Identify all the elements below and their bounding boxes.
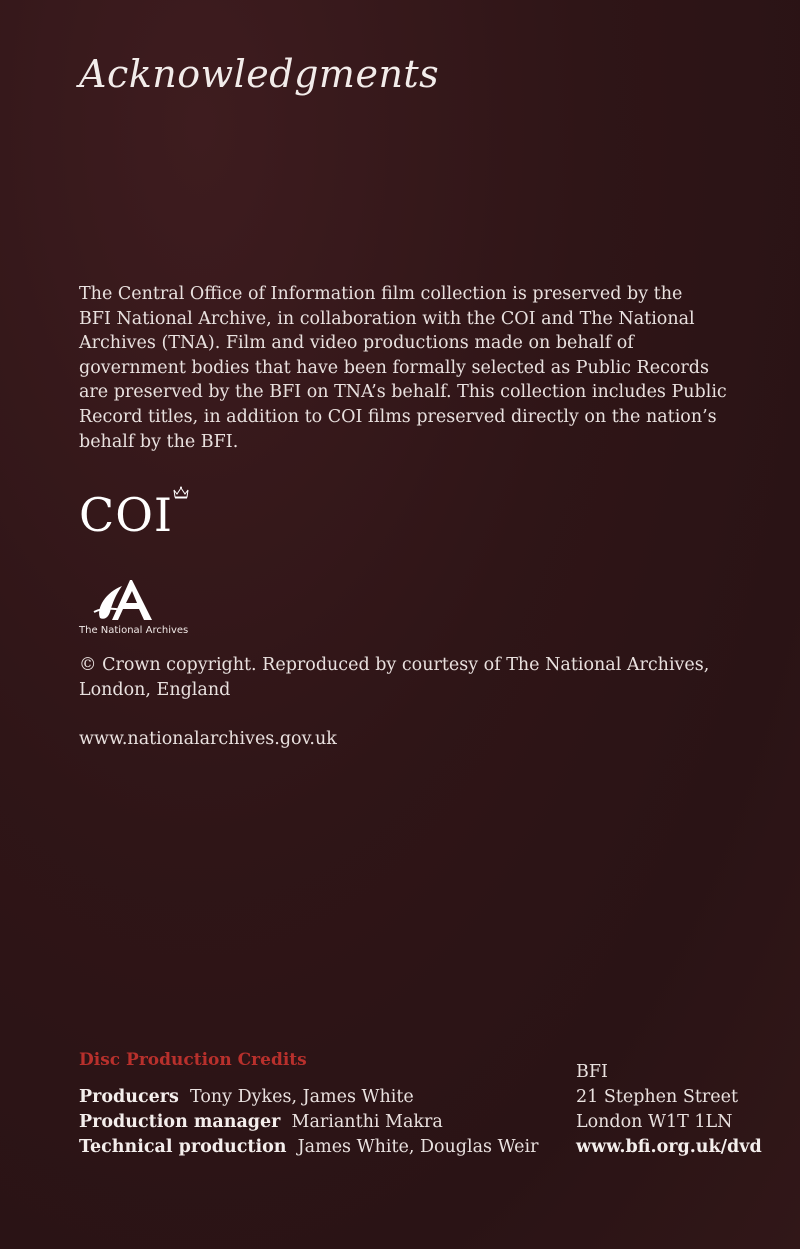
crown-icon	[173, 486, 189, 499]
intro-line: Record titles, in addition to COI films preserved directly on the nation’s	[79, 406, 717, 427]
intro-line: government bodies that have been formally selected as Public Records	[79, 357, 709, 378]
copyright-line: London, England	[79, 680, 231, 700]
tna-a-logo-icon	[92, 578, 162, 622]
national-archives-link[interactable]: www.nationalarchives.gov.uk	[79, 729, 337, 749]
address-street: 21 Stephen Street	[576, 1087, 739, 1107]
intro-line: are preserved by the BFI on TNA’s behalf. This collection includes Public	[79, 382, 727, 403]
address-org: BFI	[576, 1062, 608, 1082]
tna-name: The National Archives	[79, 625, 189, 636]
intro-line: behalf by the BFI.	[79, 431, 239, 452]
coi-logo: COI	[79, 488, 174, 542]
credit-row	[79, 1137, 538, 1157]
intro-paragraph	[79, 282, 759, 454]
address-city: London W1T 1LN	[576, 1112, 733, 1132]
copyright-notice	[79, 653, 759, 703]
intro-line: The Central Office of Information film collection is preserved by the	[79, 284, 683, 304]
credit-role: Production manager	[79, 1112, 281, 1132]
page-title: Acknowledgments	[79, 52, 440, 96]
copyright-line: © Crown copyright. Reproduced by courtesy of The National Archives,	[79, 655, 710, 675]
credit-names: Marianthi Makra	[291, 1112, 443, 1132]
credit-role: Producers	[79, 1087, 179, 1107]
credits-heading: Disc Production Credits	[79, 1050, 307, 1070]
credit-row	[79, 1087, 414, 1107]
intro-line: Archives (TNA). Film and video productions made on behalf of	[79, 333, 634, 354]
credit-row	[79, 1112, 443, 1132]
bfi-dvd-link[interactable]: www.bfi.org.uk/dvd	[576, 1137, 762, 1157]
credit-names: Tony Dykes, James White	[190, 1087, 414, 1107]
credit-names: James White, Douglas Weir	[297, 1137, 539, 1157]
intro-line: BFI National Archive, in collaboration with the COI and The National	[79, 308, 695, 329]
credit-role: Technical production	[79, 1137, 287, 1157]
